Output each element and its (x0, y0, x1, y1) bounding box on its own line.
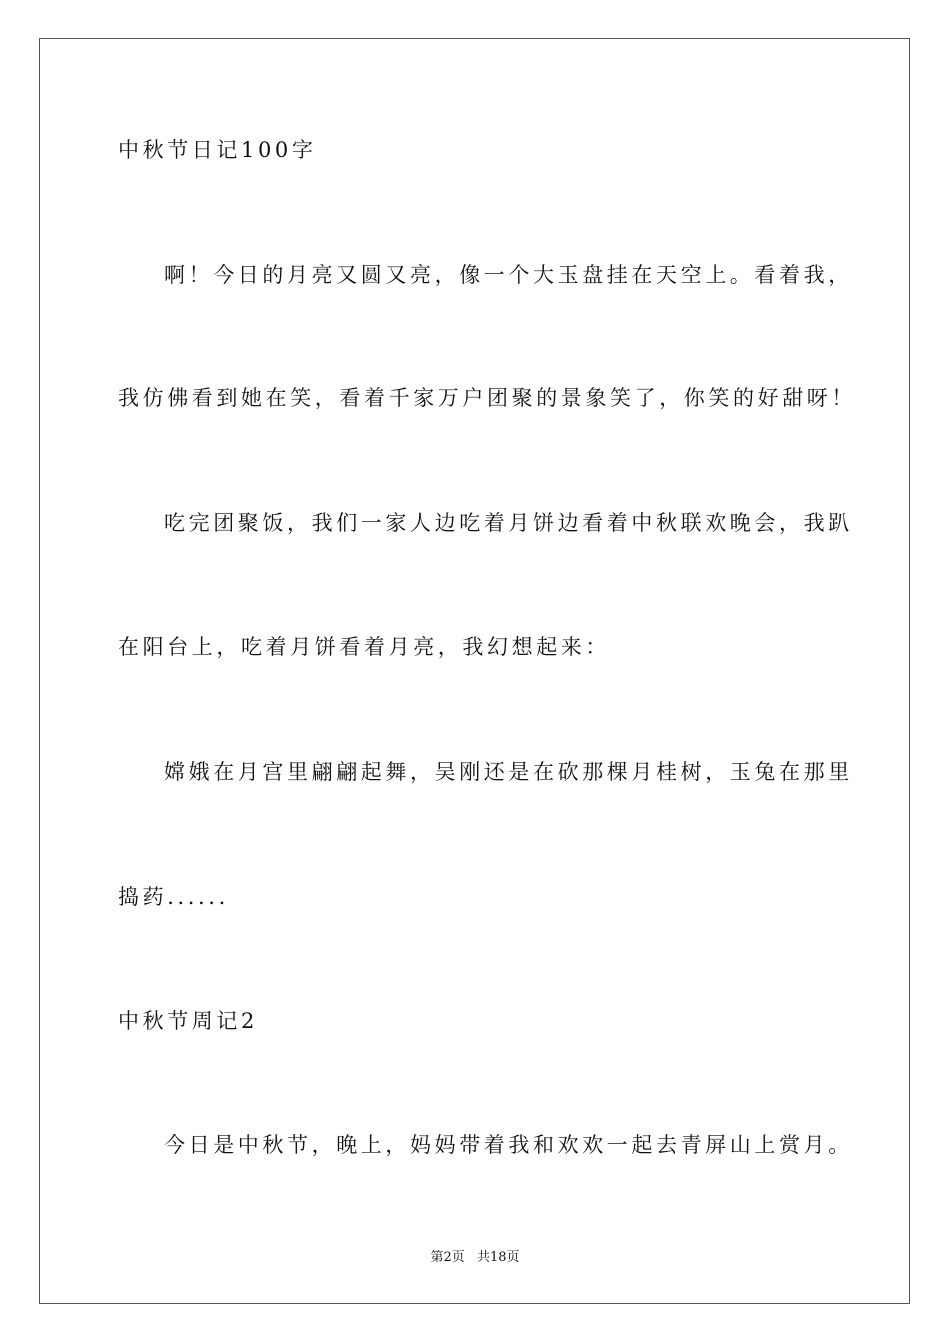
paragraph-line: 今日是中秋节，晚上，妈妈带着我和欢欢一起去青屏山上赏月。 (164, 1133, 853, 1157)
total-pages: 共18页 (476, 1250, 520, 1265)
page-number: 第2页 (430, 1250, 465, 1265)
paragraph-line: 我仿佛看到她在笑，看着千家万户团聚的景象笑了，你笑的好甜呀！ (118, 386, 856, 410)
paragraph-line: 吃完团聚饭，我们一家人边吃着月饼边看着中秋联欢晚会，我趴 (164, 511, 853, 535)
paragraph-line: 捣药...... (118, 885, 229, 909)
heading-weekly-diary: 中秋节周记2 (118, 1009, 258, 1033)
heading-mid-autumn-diary: 中秋节日记100字 (118, 138, 317, 162)
paragraph-line: 啊！今日的月亮又圆又亮，像一个大玉盘挂在天空上。看着我， (164, 263, 853, 287)
paragraph-line: 在阳台上，吃着月饼看着月亮，我幻想起来： (118, 635, 610, 659)
page-border (39, 38, 910, 1304)
paragraph-line: 嫦娥在月宫里翩翩起舞，吴刚还是在砍那棵月桂树，玉兔在那里 (164, 760, 853, 784)
page-footer (0, 1246, 950, 1265)
